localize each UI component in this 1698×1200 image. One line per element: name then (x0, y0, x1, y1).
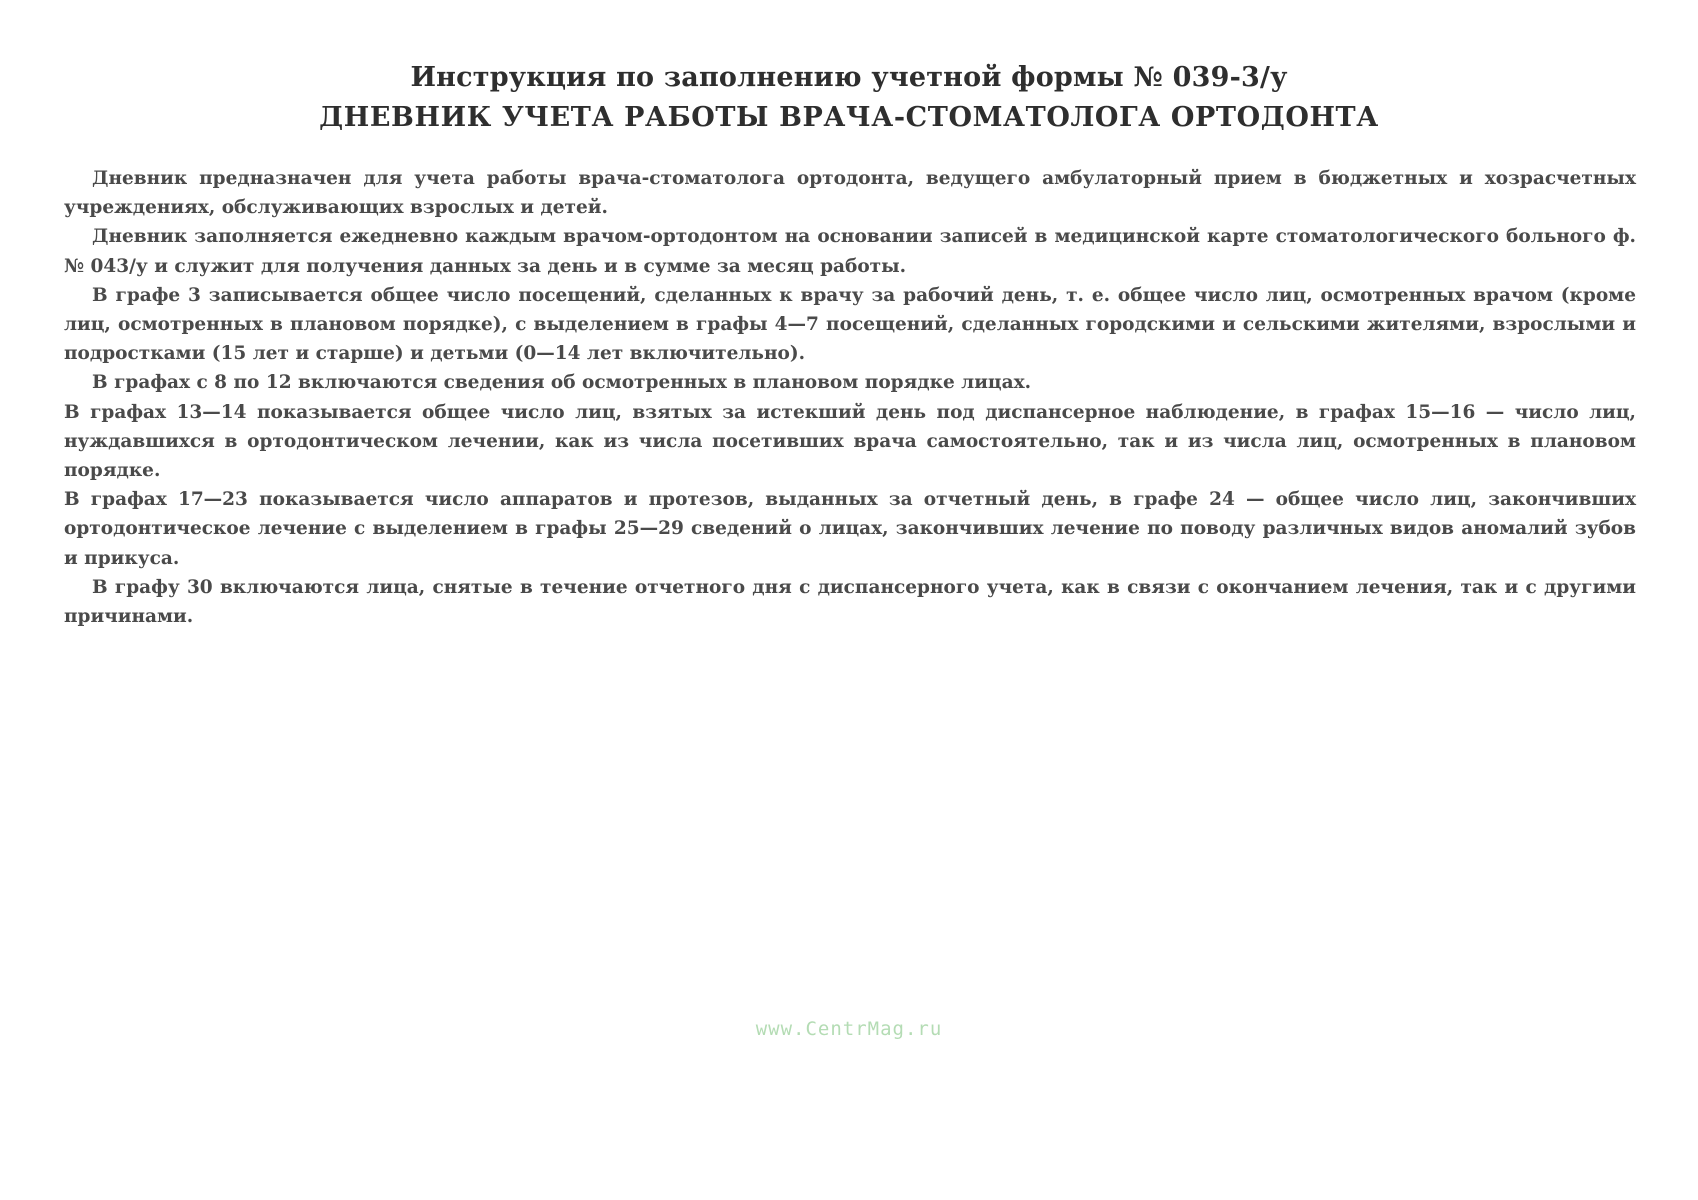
paragraph-column-3: В графе 3 записывается общее число посещений, сделанных к врачу за рабочий день, т. е. общее число лиц, осмотренных врачом (кроме лиц, осмотренных в плановом порядке), с выделением в графы 4—7 посещений, сделанных городскими и сельскими жителями, взрослыми и подростками (15 лет и старше) и детьми (0—14 лет включительно). (64, 284, 1636, 365)
watermark-text: www.CentrMag.ru (755, 1018, 943, 1040)
paragraph-columns-13-16: В графах 13—14 показывается общее число лиц, взятых за истекший день под диспансерное наблюдение, в графах 15—16 — число лиц, нуждавшихся в ортодонтическом лечении, как из числа посетивших врача самостоятельно, так и из числа лиц, осмотренных в плановом порядке. (64, 401, 1636, 482)
document-subtitle: ДНЕВНИК УЧЕТА РАБОТЫ ВРАЧА-СТОМАТОЛОГА ОРТОДОНТА (319, 102, 1379, 133)
instruction-body (64, 164, 1636, 631)
document-header (0, 58, 1698, 138)
paragraph-columns-17-29: В графах 17—23 показывается число аппаратов и протезов, выданных за отчетный день, в графе 24 — общее число лиц, закончивших ортодонтическое лечение с выделением в графы 25—29 сведений о лицах, закончивших лечение по поводу различных видов аномалий зубов и прикуса. (64, 489, 1636, 569)
paragraph-daily-fill: Дневник заполняется ежедневно каждым врачом-ортодонтом на основании записей в медицинской карте стоматологического больного ф. № 043/у и служит для получения данных за день и в сумме за месяц работы. (64, 226, 1636, 277)
paragraph-column-30: В графу 30 включаются лица, снятые в течение отчетного дня с диспансерного учета, как в связи с окончанием лечения, так и с другими причинами. (64, 576, 1636, 628)
paragraph-purpose: Дневник предназначен для учета работы врача-стоматолога ортодонта, ведущего амбулаторный прием в бюджетных и хозрасчетных учреждениях, обслуживающих взрослых и детей. (64, 168, 1636, 219)
paragraph-columns-8-12: В графах с 8 по 12 включаются сведения об осмотренных в плановом порядке лицах. (92, 372, 1032, 394)
document-title: Инструкция по заполнению учетной формы № 039-3/у (410, 62, 1288, 93)
